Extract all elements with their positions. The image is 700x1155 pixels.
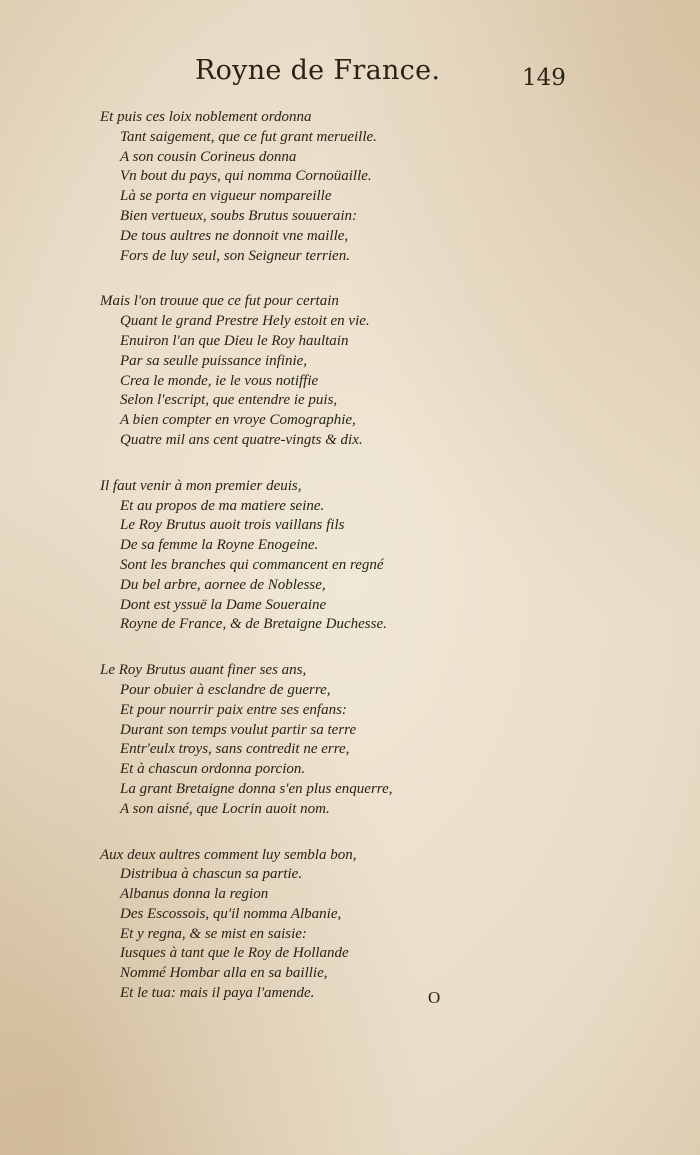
verse-line: Mais l'on trouue que ce fut pour certain (100, 293, 339, 310)
running-title: Royne de France. (195, 55, 441, 86)
catchword: O (428, 988, 441, 1007)
poem-text-block (100, 108, 440, 1030)
page-number: 149 (522, 65, 566, 91)
verse-line: Il faut venir à mon premier deuis, (100, 477, 302, 494)
verse-line: Et au propos de ma matiere seine. (120, 497, 325, 514)
verse-line: Et y regna, & se mist en saisie: (120, 925, 307, 942)
verse-line: Albanus donna la region (120, 886, 269, 903)
verse-line: De tous aultres ne donnoit vne maille, (120, 227, 349, 244)
verse-line: Iusques à tant que le Roy de Hollande (120, 945, 349, 962)
stanza (100, 108, 440, 266)
stanza (100, 477, 440, 635)
verse-line: Et le tua: mais il paya l'amende. (120, 985, 315, 1002)
verse-line: Vn bout du pays, qui nomma Cornoüaille. (120, 168, 372, 185)
verse-line: La grant Bretaigne donna s'en plus enquerre, (120, 780, 393, 797)
verse-line: Pour obuier à esclandre de guerre, (120, 681, 331, 698)
verse-line: Nommé Hombar alla en sa baillie, (120, 965, 328, 982)
verse-line: De sa femme la Royne Enogeine. (120, 537, 319, 554)
verse-line: Durant son temps voulut partir sa terre (120, 721, 357, 738)
verse-line: Du bel arbre, aornee de Noblesse, (120, 576, 326, 593)
verse-line: Et pour nourrir paix entre ses enfans: (120, 701, 347, 718)
stanza (100, 292, 440, 450)
verse-line: Bien vertueux, soubs Brutus souuerain: (120, 207, 358, 224)
verse-line: Par sa seulle puissance infinie, (120, 352, 308, 369)
verse-line: Et puis ces loix noblement ordonna (100, 109, 312, 125)
verse-line: A son cousin Corineus donna (120, 148, 297, 165)
page-header (0, 55, 700, 95)
verse-line: Quatre mil ans cent quatre-vingts & dix. (120, 431, 363, 448)
verse-line: Tant saigement, que ce fut grant merueille. (120, 128, 377, 145)
verse-line: A bien compter en vroye Comographie, (120, 412, 356, 429)
verse-line: Royne de France, & de Bretaigne Duchesse. (120, 616, 387, 633)
verse-line: Distribua à chascun sa partie. (120, 866, 303, 883)
stanza (100, 846, 440, 1004)
verse-line: Là se porta en vigueur nompareille (120, 188, 332, 205)
verse-line: Sont les branches qui commancent en regné (120, 556, 384, 573)
verse-line: Le Roy Brutus auant finer ses ans, (100, 662, 307, 679)
verse-line: Crea le monde, ie le vous notiffie (120, 372, 319, 389)
verse-line: Selon l'escript, que entendre ie puis, (120, 392, 338, 409)
verse-line: A son aisné, que Locrin auoit nom. (120, 800, 330, 817)
verse-line: Quant le grand Prestre Hely estoit en vie. (120, 313, 370, 330)
verse-line: Enuiron l'an que Dieu le Roy haultain (120, 332, 349, 349)
verse-line: Dont est yssuë la Dame Soueraine (120, 596, 327, 613)
stanza (100, 661, 440, 819)
verse-line: Des Escossois, qu'il nomma Albanie, (120, 905, 342, 922)
verse-line: Aux deux aultres comment luy sembla bon, (100, 846, 357, 863)
verse-line: Et à chascun ordonna porcion. (120, 761, 306, 778)
verse-line: Entr'eulx troys, sans contredit ne erre, (120, 741, 350, 758)
verse-line: Fors de luy seul, son Seigneur terrien. (120, 247, 350, 264)
verse-line: Le Roy Brutus auoit trois vaillans fils (120, 517, 345, 534)
